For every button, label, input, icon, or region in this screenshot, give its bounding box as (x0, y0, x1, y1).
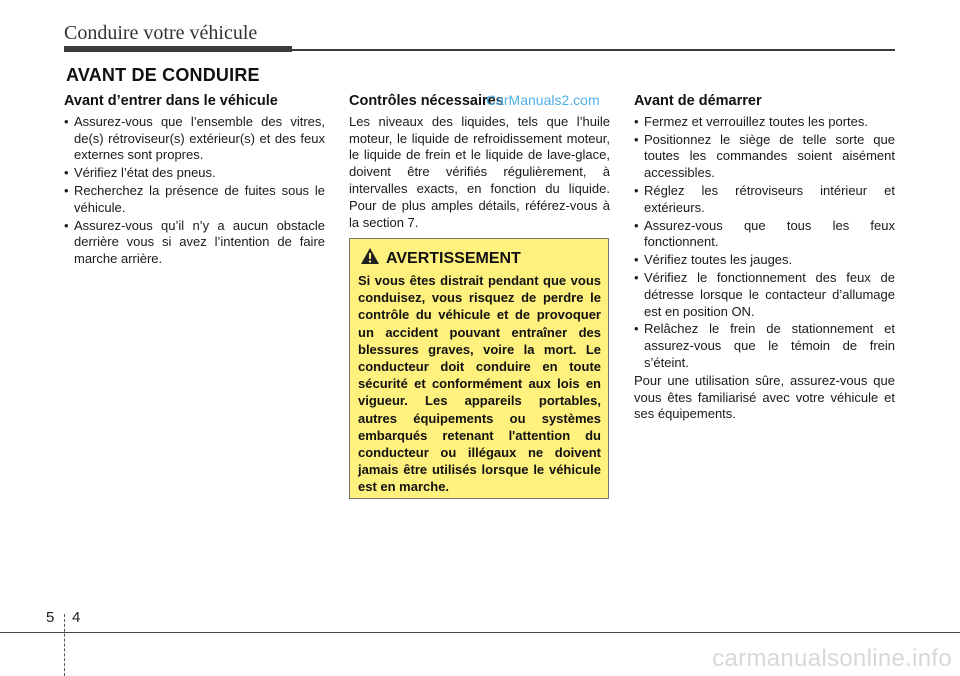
col2-heading: Contrôles nécessaires (349, 93, 504, 109)
list-item: • Assurez-vous que tous les feux fonctionnent. (634, 218, 895, 252)
column-before-entering (64, 93, 325, 269)
footer-rule (0, 632, 960, 633)
list-item: • Vérifiez le fonctionnement des feux de détresse lorsque le contacteur d’allumage est en position ON. (634, 270, 895, 320)
warning-header (358, 247, 601, 270)
watermark-top: CarManuals2.com (486, 92, 600, 108)
header-rule-thin (292, 49, 895, 51)
section-title: AVANT DE CONDUIRE (66, 65, 260, 85)
chapter-title: Conduire votre véhicule (64, 22, 258, 44)
list-item: • Recherchez la présence de fuites sous le véhicule. (64, 183, 325, 217)
page-number-divider (64, 614, 65, 676)
list-item: • Vérifiez l’état des pneus. (64, 165, 325, 182)
header-rule-thick (64, 46, 292, 52)
warning-title: AVERTISSEMENT (386, 249, 521, 267)
column-necessary-checks (349, 93, 610, 231)
col2-paragraph: Les niveaux des liquides, tels que l’huile moteur, le liquide de refroidissement moteur, le liquide de frein et le liquide de lave-glace, doivent être vérifiés régulièrement, à intervalles exacts, en fonction du liquide. Pour de plus amples détails, référez-vous à la section 7. (349, 113, 610, 230)
list-item: • Assurez-vous que l’ensemble des vitres, de(s) rétroviseur(s) extérieur(s) et des feux externes sont propres. (64, 114, 325, 164)
warning-text: Si vous êtes distrait pendant que vous conduisez, vous risquez de perdre le contrôle du véhicule et de provoquer un accident pouvant entraîner des blessures graves, voire la mort. Le conducteur doit conduire en toute sécurité et conformément aux lois en vigueur. Les appareils portables, autres équipements ou systèmes embarqués retenant l'attention du conducteur ou illégaux ne doivent jamais être utilisés lorsque le véhicule est en marche. (358, 273, 601, 495)
warning-box (349, 238, 609, 499)
column-before-starting (634, 93, 895, 423)
col3-heading: Avant de démarrer (634, 93, 762, 109)
chapter-number: 5 (46, 609, 55, 626)
list-item: • Fermez et verrouillez toutes les portes. (634, 114, 895, 131)
warning-triangle-icon (358, 247, 386, 270)
page-number: 4 (72, 609, 81, 626)
list-item: • Vérifiez toutes les jauges. (634, 252, 895, 269)
list-item: • Relâchez le frein de stationnement et assurez-vous que le témoin de frein s’éteint. (634, 321, 895, 371)
list-item: • Réglez les rétroviseurs intérieur et extérieurs. (634, 183, 895, 217)
col1-bullet-list (64, 114, 325, 268)
list-item: • Positionnez le siège de telle sorte que toutes les commandes soient aisément accessibles. (634, 132, 895, 182)
col1-heading: Avant d’entrer dans le véhicule (64, 93, 278, 109)
col3-bullet-list (634, 114, 895, 372)
col3-paragraph: Pour une utilisation sûre, assurez-vous que vous êtes familiarisé avec votre véhicule et ses équipements. (634, 372, 895, 422)
footer-watermark: carmanualsonline.info (712, 645, 952, 672)
list-item: • Assurez-vous qu’il n’y a aucun obstacle derrière vous si avez l’intention de faire marche arrière. (64, 218, 325, 268)
